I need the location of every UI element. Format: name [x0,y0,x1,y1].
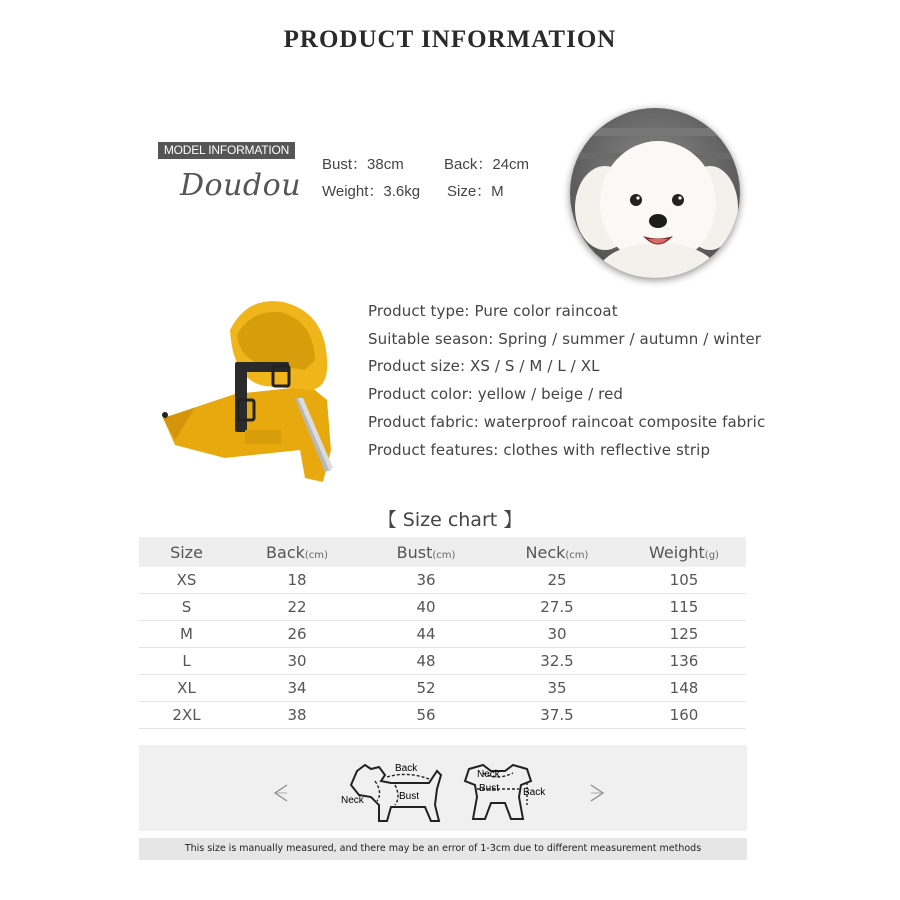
page-title: PRODUCT INFORMATION [283,26,617,53]
size-cell: XS [139,567,234,594]
bust-cell: 52 [360,675,492,702]
raincoat-image [155,290,345,490]
size-cell: S [139,594,234,621]
model-bust: Bust：38cm [322,156,404,173]
neck-cell: 37.5 [492,702,622,729]
measurement-diagram [139,745,747,831]
back-cell: 34 [234,675,360,702]
size-cell: L [139,648,234,675]
suitable-season-line: Suitable season: Spring / summer / autumn / winter [368,330,762,348]
chevron-right-icon [591,785,603,801]
back-cell: 22 [234,594,360,621]
neck-cell: 35 [492,675,622,702]
model-weight: Weight：3.6kg [322,183,421,200]
front-neck-label: Neck [477,769,500,780]
table-row [139,594,746,621]
side-neck-label: Neck [341,795,364,806]
size-chart-header-row [139,537,746,567]
side-back-label: Back [395,763,418,774]
header-size: Size [139,537,234,567]
model-size: Size：M [447,183,504,200]
header-bust: Bust(cm) [360,537,492,567]
weight-cell: 160 [622,702,746,729]
table-row [139,621,746,648]
bust-cell: 48 [360,648,492,675]
table-row [139,675,746,702]
header-neck: Neck(cm) [492,537,622,567]
weight-cell: 136 [622,648,746,675]
table-row [139,567,746,594]
size-cell: XL [139,675,234,702]
weight-cell: 115 [622,594,746,621]
product-features-line: Product features: clothes with reflective strip [368,441,711,459]
bust-cell: 56 [360,702,492,729]
back-cell: 30 [234,648,360,675]
header-back: Back(cm) [234,537,360,567]
table-row [139,648,746,675]
model-back: Back：24cm [444,156,530,173]
bust-cell: 44 [360,621,492,648]
model-dog-photo [570,108,740,278]
bust-cell: 40 [360,594,492,621]
product-type-line: Product type: Pure color raincoat [368,302,618,320]
table-row [139,702,746,729]
model-information-badge: MODEL INFORMATION [158,142,295,159]
front-back-label: Back [523,787,546,798]
weight-cell: 125 [622,621,746,648]
size-chart-title: 【 Size chart 】 [377,509,523,531]
product-fabric-line: Product fabric: waterproof raincoat composite fabric [368,413,766,431]
weight-cell: 148 [622,675,746,702]
size-cell: M [139,621,234,648]
back-cell: 38 [234,702,360,729]
bust-cell: 36 [360,567,492,594]
back-cell: 26 [234,621,360,648]
size-cell: 2XL [139,702,234,729]
neck-cell: 30 [492,621,622,648]
side-bust-label: Bust [399,791,420,802]
neck-cell: 27.5 [492,594,622,621]
header-weight: Weight(g) [622,537,746,567]
neck-cell: 25 [492,567,622,594]
weight-cell: 105 [622,567,746,594]
back-cell: 18 [234,567,360,594]
product-size-line: Product size: XS / S / M / L / XL [368,357,600,375]
size-chart-table [139,537,746,729]
chevron-left-icon [275,785,287,801]
neck-cell: 32.5 [492,648,622,675]
front-bust-label: Bust [479,783,500,794]
measurement-note: This size is manually measured, and there may be an error of 1-3cm due to different measurement methods [139,838,747,860]
model-name: Doudou [180,168,302,203]
product-color-line: Product color: yellow / beige / red [368,385,624,403]
